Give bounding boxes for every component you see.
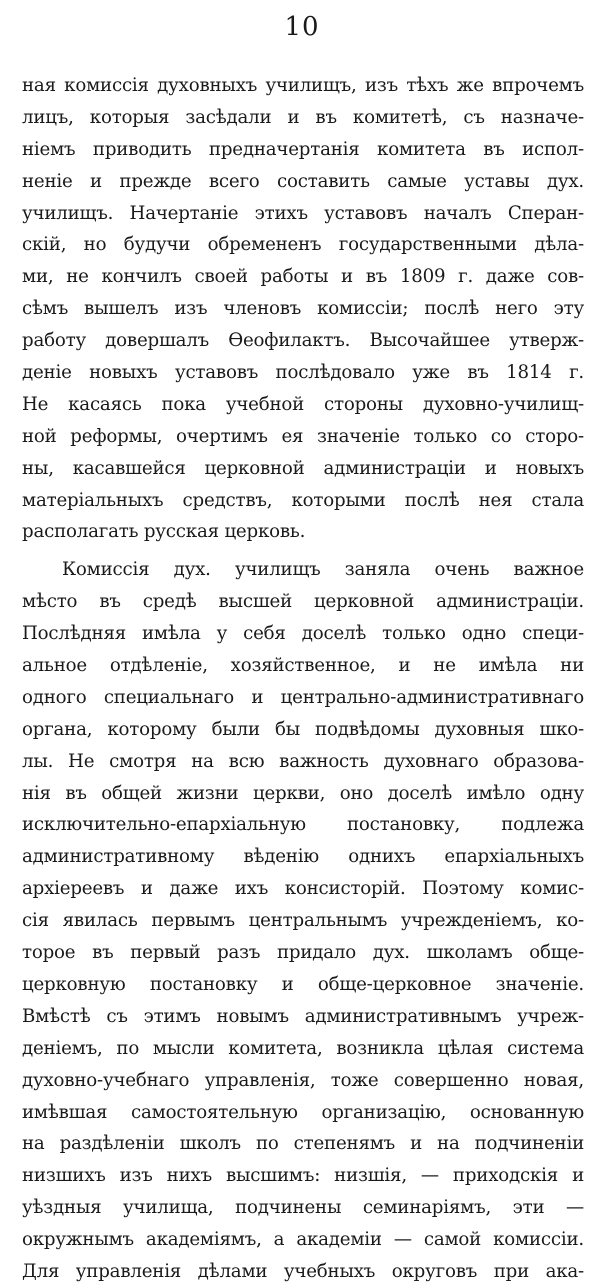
text-line: матеріальныхъ средствъ, которыми послѣ нея стала (22, 489, 584, 511)
text-line: исключительно-епархіальную постановку, подлежа (22, 814, 584, 836)
text-line: административному вѣденію однихъ епархіальныхъ (22, 846, 584, 868)
text-line: нія въ общей жизни церкви, оно доселѣ имѣло одну (22, 782, 584, 804)
text-line: духовно-учебнаго управленія, тоже совершенно новая, (22, 1069, 584, 1091)
text-line: Не касаясь пока учебной стороны духовно-училищ- (22, 393, 584, 415)
text-line: церковную постановку и обще-церковное значеніе. (22, 973, 584, 995)
text-line: имѣвшая самостоятельную организацію, основанную (22, 1101, 584, 1123)
text-line: Вмѣстѣ съ этимъ новымъ административнымъ учреж- (22, 1005, 584, 1027)
text-line: на раздѣленіи школъ по степенямъ и на подчиненіи (22, 1133, 584, 1155)
text-line: уѣздныя училища, подчинены семинаріямъ, эти — (22, 1197, 584, 1219)
text-line: одного специальнаго и центрально-административнаго (22, 686, 584, 708)
text-line: низшихъ изъ нихъ высшимъ: низшія, — приходскія и (22, 1165, 584, 1187)
text-line: мѣсто въ средѣ высшей церковной администраціи. (22, 591, 584, 613)
text-line: ніемъ приводить предначертанія комитета въ испол- (22, 138, 584, 160)
text-line: альное отдѣленіе, хозяйственное, и не имѣла ни (22, 655, 584, 677)
text-line: работу довершалъ Ѳеофилактъ. Высочайшее утверж- (22, 330, 584, 352)
text-line: ми, не кончилъ своей работы и въ 1809 г. даже сов- (22, 266, 584, 288)
text-line: ная комиссія духовныхъ училищъ, изъ тѣхъ же впрочемъ (22, 75, 584, 96)
paragraph-start-line: Комиссія дух. училищъ заняла очень важное (62, 559, 584, 581)
text-line: деніе новыхъ уставовъ послѣдовало уже въ 1814 г. (22, 362, 584, 384)
text-line: училищъ. Начертаніе этихъ уставовъ началъ Сперан- (22, 202, 584, 224)
page-body-text (22, 70, 584, 1288)
text-line: лицъ, которыя засѣдали и въ комитетѣ, съ назначе- (22, 106, 584, 128)
text-line: скій, но будучи обремененъ государственными дѣла- (22, 234, 584, 256)
text-line: Послѣдняя имѣла у себя доселѣ только одно специ- (22, 623, 584, 645)
text-line: лы. Не смотря на всю важность духовнаго образова- (22, 750, 584, 772)
text-line: деніемъ, по мысли комитета, возникла цѣлая система (22, 1037, 584, 1059)
text-line: ны, касавшейся церковной администраціи и новыхъ (22, 457, 584, 479)
text-line: ной реформы, очертимъ ея значеніе только со сторо- (22, 425, 584, 447)
text-line: Для управленія дѣлами учебныхъ округовъ при ака- (22, 1260, 584, 1282)
text-line: архіереевъ и даже ихъ консисторій. Поэтому комис- (22, 878, 584, 900)
page-number: 10 (284, 12, 320, 42)
text-line: окружнымъ академіямъ, а академіи — самой комиссіи. (22, 1229, 584, 1251)
text-line: сія явилась первымъ центральнымъ учрежденіемъ, ко- (22, 910, 584, 932)
text-line: неніе и прежде всего составить самые уставы дух. (22, 170, 584, 192)
paragraph-end-line: располагать русская церковь. (22, 521, 306, 543)
text-line: торое въ первый разъ придало дух. школамъ обще- (22, 942, 584, 964)
text-line: сѣмъ вышелъ изъ членовъ комиссіи; послѣ него эту (22, 298, 584, 320)
text-line: органа, которому были бы подвѣдомы духовныя шко- (22, 718, 584, 740)
